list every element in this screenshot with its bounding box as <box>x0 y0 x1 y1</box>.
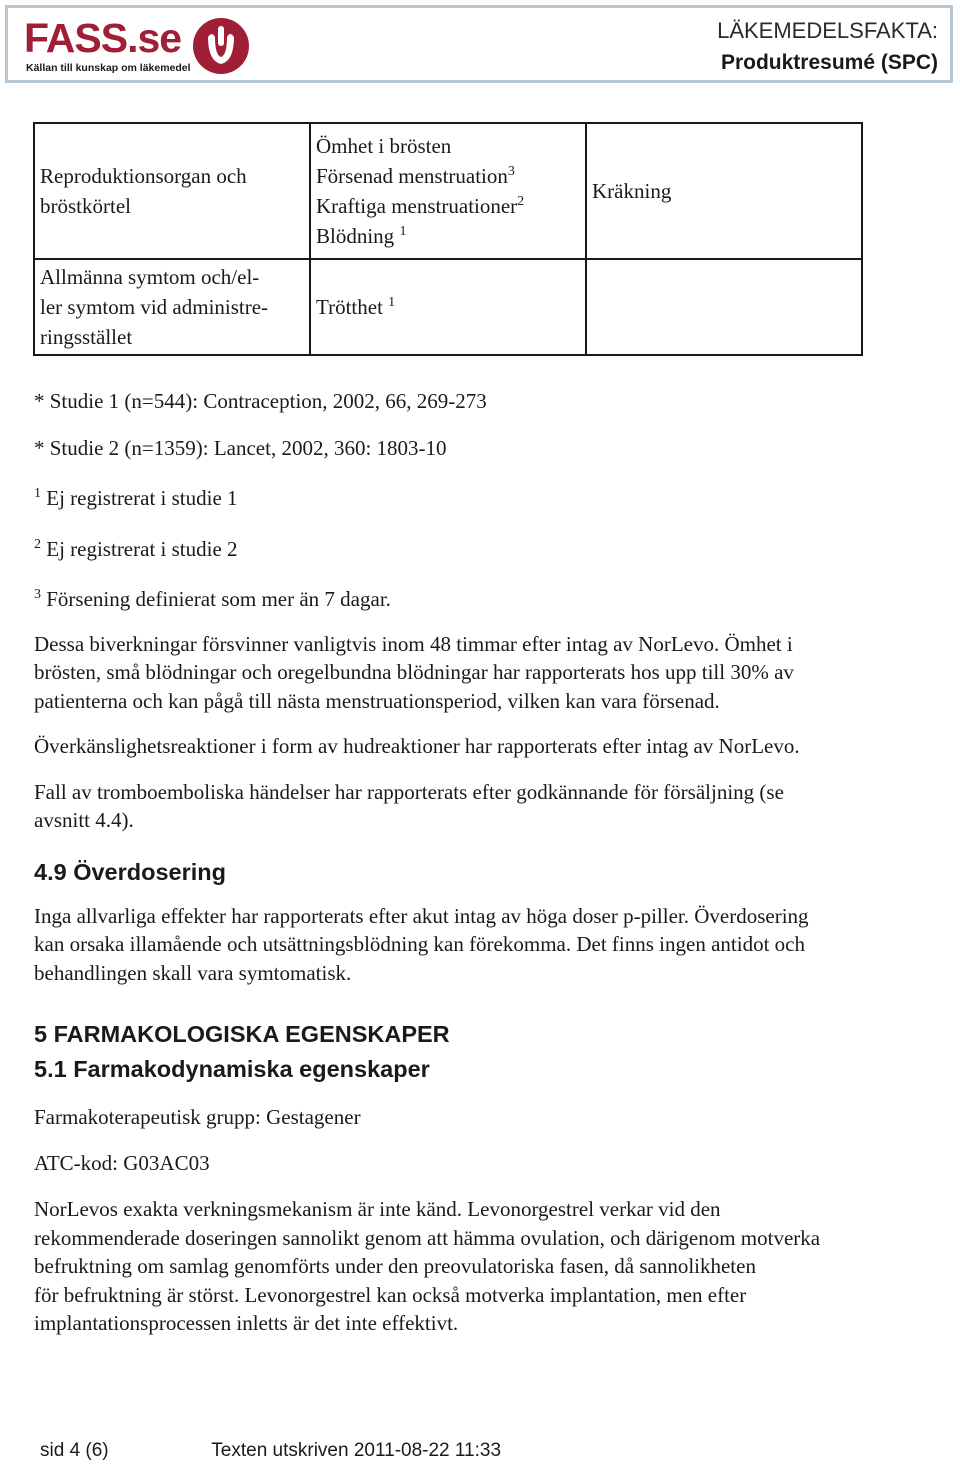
effect-item: Kräkning <box>592 179 672 203</box>
logo-wordmark: FASS.se <box>24 15 182 61</box>
text-line: implantationsprocessen inletts är det inte effektivt. <box>34 1311 459 1335</box>
section-heading: 5 FARMAKOLOGISKA EGENSKAPER <box>34 1021 450 1047</box>
organ-label-line: Allmänna symtom och/el- <box>40 265 260 289</box>
paragraph <box>34 1195 929 1338</box>
footnote: $^1$ Ej registrerat i studie 1 <box>34 486 238 510</box>
section-heading: 4.9 Överdosering <box>34 858 226 885</box>
text-line: för befruktning är störst. Levonorgestrel kan också motverka implantation, men efter <box>34 1282 747 1307</box>
header-title: Produktresumé (SPC) <box>720 51 938 74</box>
text-line: avsnitt 4.4). <box>34 808 134 832</box>
other-effects-cell <box>586 123 862 259</box>
table-row <box>34 123 862 259</box>
main-content <box>34 385 929 1338</box>
study-reference: * Studie 1 (n=544): Contraception, 2002, 66, 269-273 <box>34 389 487 413</box>
common-effects-cell <box>310 259 586 355</box>
other-effects-cell <box>586 259 862 355</box>
page-footer <box>40 1440 501 1462</box>
print-timestamp: Texten utskriven 2011-08-22 11:33 <box>211 1440 502 1461</box>
organ-label: Reproduktionsorgan och bröstkörtel <box>40 164 247 218</box>
text-line: Dessa biverkningar försvinner vanligtvis inom 48 timmar efter intag av NorLevo. Ömhet i <box>34 631 793 656</box>
page-number: sid 4 (6) <box>40 1440 109 1461</box>
header-kicker: LÄKEMEDELSFAKTA: <box>717 18 938 43</box>
fass-logo[interactable] <box>24 14 254 80</box>
organ-label-line: ringsstället <box>40 325 133 349</box>
text-line: rekommenderade doseringen sannolikt genom att hämma ovulation, och därigenom motverka <box>34 1225 821 1250</box>
text-line: kan orsaka illamående och utsättningsblödning kan förekomma. Det finns ingen antidot och <box>34 932 805 956</box>
footnote: $^3$ Försening definierat som mer än 7 dagar. <box>34 587 391 611</box>
effect-item: Trötthet $^1$ <box>316 295 396 319</box>
paragraph <box>34 902 929 988</box>
organ-cell <box>34 123 310 259</box>
text-line: behandlingen skall vara symtomatisk. <box>34 960 352 985</box>
paragraph <box>34 630 929 716</box>
paragraph: ATC-kod: G03AC03 <box>34 1150 210 1175</box>
text-line: Fall av tromboemboliska händelser har rapporterats efter godkännande för försäljning (se <box>34 779 784 804</box>
organ-cell <box>34 259 310 355</box>
text-line: Inga allvarliga effekter har rapporterats efter akut intag av höga doser p-piller. Överdosering <box>34 903 809 928</box>
section-heading: 5.1 Farmakodynamiska egenskaper <box>34 1056 430 1082</box>
study-reference: * Studie 2 (n=1359): Lancet, 2002, 360: 1803-10 <box>34 435 447 460</box>
text-line: patienterna och kan pågå till nästa menstruationsperiod, vilken kan vara försenad. <box>34 688 720 713</box>
text-line: befruktning om samlag genomförts under den preovulatoriska fasen, då sannolikheten <box>34 1254 756 1278</box>
document-type <box>717 16 938 78</box>
table-row <box>34 259 862 355</box>
text-line: NorLevos exakta verkningsmekanism är inte känd. Levonorgestrel verkar vid den <box>34 1197 721 1221</box>
page-header <box>5 5 953 83</box>
paragraph: Överkänslighetsreaktioner i form av hudreaktioner har rapporterats efter intag av NorLevo. <box>34 734 800 758</box>
mortar-pestle-icon <box>192 17 250 75</box>
effect-item: Blödning $^1$ <box>316 224 407 248</box>
effect-item: Försenad menstruation$^3$ <box>316 164 515 188</box>
logo-tagline: Källan till kunskap om läkemedel <box>26 62 191 74</box>
text-line: brösten, små blödningar och oregelbundna blödningar har rapporterats hos upp till 30% av <box>34 660 794 684</box>
footnote: $^2$ Ej registrerat i studie 2 <box>34 536 238 561</box>
paragraph <box>34 778 929 835</box>
organ-label-line: ler symtom vid administre- <box>40 295 269 319</box>
paragraph: Farmakoterapeutisk grupp: Gestagener <box>34 1105 361 1129</box>
effect-item: Ömhet i brösten <box>316 134 452 158</box>
effect-item: Kraftiga menstruationer$^2$ <box>316 194 525 218</box>
adverse-effects-table <box>33 122 863 356</box>
common-effects-cell <box>310 123 586 259</box>
